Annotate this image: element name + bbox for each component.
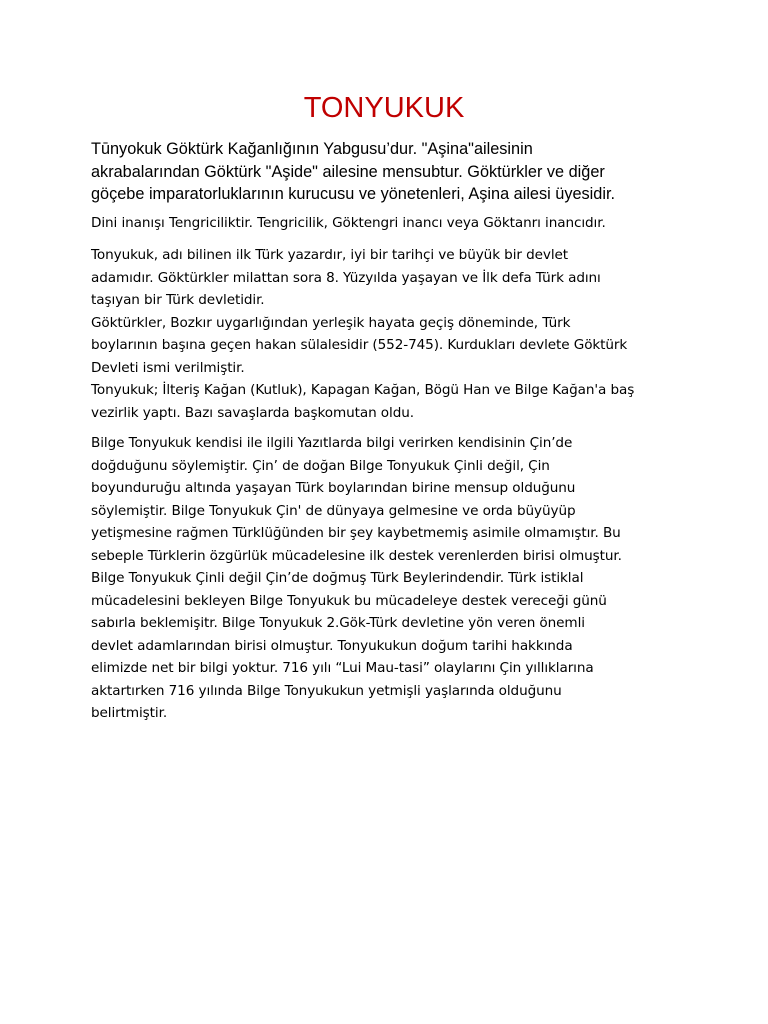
document-title: TONYUKUK	[303, 92, 465, 124]
text-line: söylemiştir. Bilge Tonyukuk Çin' de dünyaya gelmesine ve orda büyüyüp	[91, 502, 576, 519]
text-line: sebeple Türklerin özgürlük mücadelesine ilk destek verenlerden birisi olmuştur.	[91, 547, 622, 564]
text-line: Dini inanışı Tengricilikti̇r. Tengricilik, Göktengri inancı veya Göktanrı inancıdır.	[91, 215, 606, 231]
text-line: belirtmiştir.	[91, 705, 168, 721]
text-line: taşıyan bir Türk devletidir.	[91, 292, 265, 308]
text-line: boylarının başına geçen hakan sülalesidir (552-745). Kurdukları devlete Göktürk	[91, 337, 628, 353]
text-line: elimizde net bir bilgi yoktur. 716 yılı “Lui Mau-tasi” olaylarını Çin yıllıklarına	[91, 660, 594, 676]
text-line: Bilge Tonyukuk Çinli değil Çin’de doğmuş Türk Beylerindendir. Türk istiklal	[91, 570, 584, 586]
text-line: adamıdır. Göktürkler milattan sora 8. Yüzyılda yaşayan ve İlk defa Türk adını	[91, 269, 601, 286]
text-line: aktartırken 716 yılında Bilge Tonyukukun yetmişli yaşlarında olduğunu	[91, 682, 562, 699]
text-line: boyunduruğu altında yaşayan Türk boylarından birine mensup olduğunu	[91, 480, 576, 496]
text-line: göçebe imparatorluklarının kurucusu ve yönetenleri, Aşina ailesi üyesidir.	[91, 185, 615, 203]
text-line: Bilge Tonyukuk kendisi ile ilgili Yazıtlarda bilgi verirken kendisinin Çin’de	[91, 435, 573, 451]
text-line: vezirlik yaptı. Bazı savaşlarda başkomutan oldu.	[91, 404, 414, 421]
text-line: Tonyukuk, adı bilinen ilk Türk yazardır, iyi bir tarihçi ve büyük bir devlet	[91, 247, 569, 263]
paragraph-intro	[91, 138, 691, 206]
text-line: Devleti ismi verilmiştir.	[91, 359, 245, 376]
text-line: Göktürkler, Bozkır uygarlığından yerleşik hayata geçiş döneminde, Türk	[91, 314, 571, 331]
text-line: devlet adamlarından birisi olmuştur. Tonyukukun doğum tarihi hakkında	[91, 637, 573, 654]
text-line: Tonyukuk; İlteriş Kağan (Kutluk), Kapagan Kağan, Bögü Han ve Bilge Kağan'a baş	[91, 382, 635, 398]
text-line: akrabalarından Göktürk "Aşide" ailesine mensubtur. Göktürkler ve diğer	[91, 162, 605, 181]
text-line: yetişmesine rağmen Türklüğünden bir şey kaybetmemiş asimile olmamıştır. Bu	[91, 525, 621, 541]
paragraph-biography	[91, 432, 691, 725]
text-line: mücadelesini bekleyen Bilge Tonyukuk bu mücadeleye destek vereceği günü	[91, 592, 607, 609]
text-line: sabırla beklemişitr. Bilge Tonyukuk 2.Gök-Türk devletine yön veren önemli	[91, 615, 585, 631]
text-line: doğduğunu söylemiştir. Çin’ de doğan Bilge Tonyukuk Çinli değil, Çin	[91, 457, 550, 474]
text-line: Tūnyokuk Göktürk Kağanlığının Yabgusu’dur. "Aşina"ailesinin	[91, 140, 533, 158]
paragraph-religion	[91, 212, 691, 235]
paragraph-history	[91, 244, 691, 424]
